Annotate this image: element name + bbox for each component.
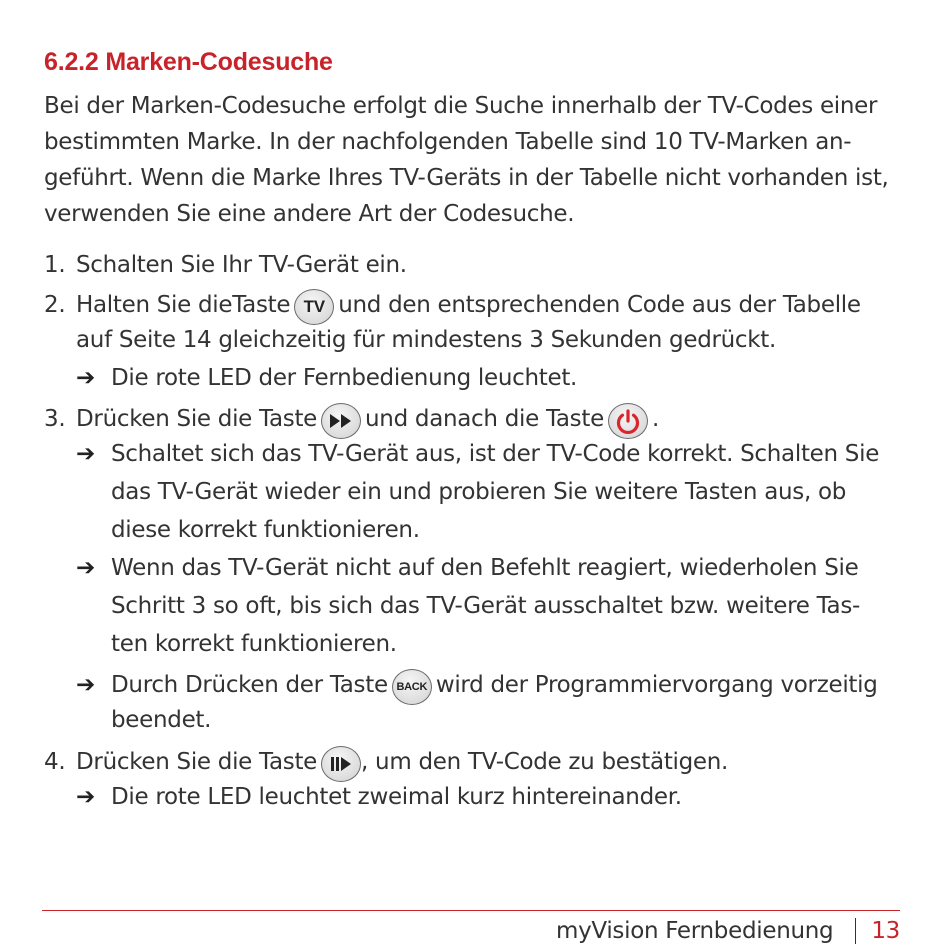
play-pause-icon	[321, 746, 361, 782]
arrow-icon: ➔	[76, 555, 95, 581]
step-text: und den entsprechenden Code aus der Tabelle	[338, 292, 861, 318]
step-3	[44, 401, 659, 437]
arrow-icon: ➔	[76, 365, 95, 391]
intro-line: Bei der Marken-Codesuche erfolgt die Suche innerhalb der TV-Codes einer	[44, 93, 878, 119]
step-3-result-2	[76, 553, 858, 583]
step-2	[44, 287, 861, 323]
tv-button-icon: TV	[294, 289, 334, 325]
step-text: , um den TV-Code zu bestätigen.	[361, 749, 729, 775]
arrow-icon: ➔	[76, 441, 95, 467]
page-number: 13	[871, 918, 900, 944]
step-3-result-1	[76, 439, 879, 469]
step-text: .	[651, 406, 659, 432]
step-text: auf Seite 14 gleichzeitig für mindestens 3 Sekunden gedrückt.	[76, 327, 777, 353]
step-number: 2.	[44, 292, 66, 318]
step-4-result	[76, 782, 682, 812]
footer-title: myVision Fernbedienung	[555, 918, 834, 944]
step-3-result-1-line-3	[111, 515, 420, 545]
step-text: Halten Sie dieTaste	[76, 292, 291, 318]
step-2-continued	[76, 325, 776, 355]
step-3-result-2-line-2	[111, 591, 860, 621]
back-button-icon: BACK	[392, 669, 432, 705]
result-text: Schaltet sich das TV-Gerät aus, ist der TV-Code korrekt. Schalten Sie	[111, 441, 880, 467]
intro-line: verwenden Sie eine andere Art der Codesuche.	[44, 201, 575, 227]
step-number: 4.	[44, 749, 66, 775]
step-text: und danach die Taste	[365, 406, 604, 432]
result-text: Die rote LED leuchtet zweimal kurz hintereinander.	[111, 784, 682, 810]
step-3-result-2-line-3	[111, 629, 397, 659]
result-text: Schritt 3 so oft, bis sich das TV-Gerät ausschaltet bzw. weitere Tas-	[111, 593, 861, 619]
footer-separator	[855, 918, 856, 944]
step-text: Drücken Sie die Taste	[76, 406, 318, 432]
result-text: Durch Drücken der Taste	[111, 672, 388, 698]
power-icon	[608, 403, 648, 439]
step-text: Drücken Sie die Taste	[76, 749, 318, 775]
intro-line: bestimmten Marke. In der nachfolgenden Tabelle sind 10 TV-Marken an-	[44, 129, 852, 155]
step-3-result-1-line-2	[111, 477, 846, 507]
intro-paragraph	[44, 88, 906, 232]
arrow-icon: ➔	[76, 672, 95, 698]
result-text: diese korrekt funktionieren.	[111, 517, 420, 543]
step-text: Schalten Sie Ihr TV-Gerät ein.	[76, 252, 407, 278]
section-heading: 6.2.2 Marken-Codesuche	[44, 48, 333, 76]
result-text: Wenn das TV-Gerät nicht auf den Befehlt reagiert, wiederholen Sie	[111, 555, 859, 581]
footer-divider	[42, 910, 900, 911]
page-footer	[556, 918, 900, 944]
step-4	[44, 744, 728, 780]
result-text: wird der Programmiervorgang vorzeitig	[435, 672, 878, 698]
result-text: beendet.	[111, 707, 212, 733]
step-1	[44, 250, 407, 280]
step-3-result-3	[76, 667, 878, 703]
step-number: 3.	[44, 406, 66, 432]
intro-line: geführt. Wenn die Marke Ihres TV-Geräts in der Tabelle nicht vorhanden ist,	[44, 165, 889, 191]
step-number: 1.	[44, 252, 66, 278]
fast-forward-icon	[321, 403, 361, 439]
step-3-result-3-line-2	[111, 705, 211, 735]
result-text: Die rote LED der Fernbedienung leuchtet.	[111, 365, 578, 391]
result-text: das TV-Gerät wieder ein und probieren Sie weitere Tasten aus, ob	[111, 479, 847, 505]
arrow-icon: ➔	[76, 784, 95, 810]
step-2-result	[76, 363, 577, 393]
result-text: ten korrekt funktionieren.	[111, 631, 397, 657]
